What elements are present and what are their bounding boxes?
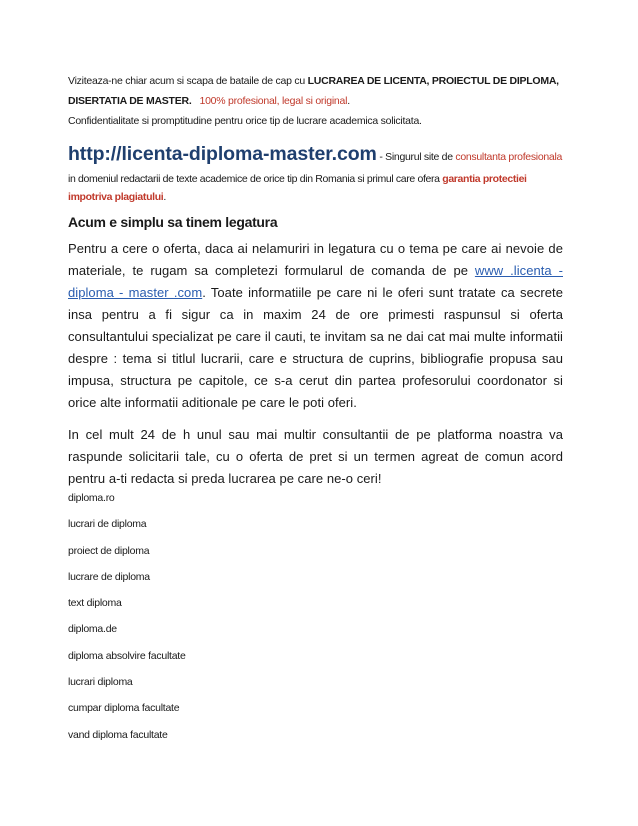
keyword-item: diploma.de <box>68 623 117 636</box>
contact-paragraph <box>68 238 563 414</box>
response-paragraph: In cel mult 24 de h unul sau mai multir consultantii de pe platforma noastra va raspunde solicitarii tale, cu o oferta de pret si un termen agreat de comun acord pentru a-ti redacta si preda lucrarea pe care ne-o ceri! <box>68 427 563 486</box>
site-red-phrase-1: consultanta profesionala <box>455 151 563 163</box>
site-description-text: in domeniul redactarii de texte academice de orice tip din Romania si primul care ofera <box>68 173 443 185</box>
plagiarism-guarantee: garantia protectiei impotriva plagiatului <box>68 173 527 203</box>
keyword-item: diploma absolvire facultate <box>68 649 186 662</box>
site-url-link[interactable]: http://licenta-diploma-master.com <box>68 143 377 165</box>
keyword-list <box>68 491 186 754</box>
keyword-item: diploma.ro <box>68 492 115 504</box>
contact-text-before: Pentru a cere o oferta, daca ai nelamuriri in legatura cu o tema pe care ai nevoie de materiale, te rugam sa completezi formularul de comanda de pe <box>68 241 563 278</box>
site-line <box>68 143 568 166</box>
intro-end: . <box>347 95 350 107</box>
confidentiality-line: Confidentialitate si promptitudine pentru orice tip de lucrare academica solicitata. <box>68 115 422 127</box>
keyword-item: lucrari diploma <box>68 676 133 689</box>
intro-dot: . <box>188 95 192 107</box>
site-separator: - Singurul site de <box>376 151 456 163</box>
intro-bold-services: LUCRAREA DE LICENTA, PROIECTUL DE DIPLOMA, DISERTATIA DE MASTER <box>68 75 559 107</box>
keyword-item: lucrari de diploma <box>68 518 147 531</box>
intro-paragraph <box>68 71 568 111</box>
contact-text-after: . Toate informatiile pe care ni le oferi sunt tratate ca secrete insa pentru a fi sigur ca in maxim 24 de ore primesti raspunsul si oferta consultantului specializat pe care il cauti, te invitam sa ne dai cat mai multe informatii despre : tema si titlul lucrarii, care e structura de cuprins, bibliografie propusa sau impusa, structura pe capitole, ce s-a cerut din partea profesorului coordonator si orice alte informatii aditionale pe care le poti oferi. <box>68 285 564 410</box>
keyword-item: cumpar diploma facultate <box>68 702 180 715</box>
keyword-item: proiect de diploma <box>68 544 150 557</box>
site-description <box>68 170 568 206</box>
intro-quality-claim: 100% profesional, legal si original <box>199 95 348 107</box>
site-description-end: . <box>163 191 166 203</box>
section-heading: Acum e simplu sa tinem legatura <box>68 214 278 230</box>
keyword-item: vand diploma facultate <box>68 728 168 741</box>
intro-lead: Viziteaza-ne chiar acum si scapa de bataile de cap cu <box>68 75 308 87</box>
keyword-item: text diploma <box>68 597 122 610</box>
keyword-item: lucrare de diploma <box>68 570 150 583</box>
order-form-link[interactable]: www .licenta - diploma - master .com <box>68 263 563 300</box>
